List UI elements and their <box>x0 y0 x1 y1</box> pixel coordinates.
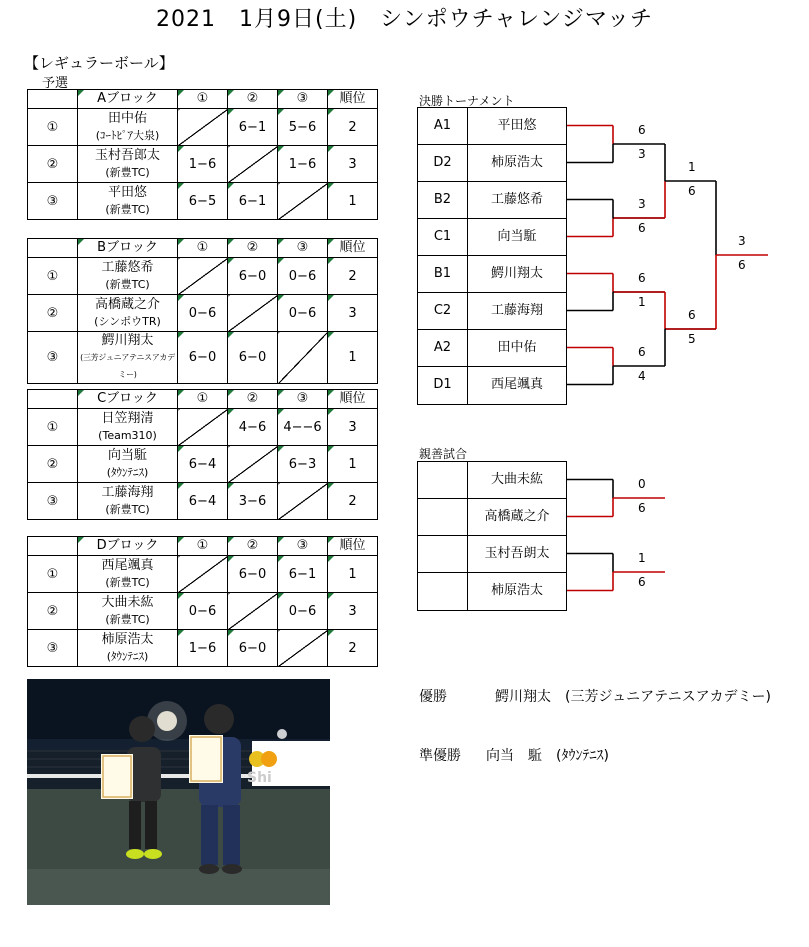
player-club: (新豊TC) <box>105 203 150 216</box>
bracket-seed: B2 <box>418 182 468 218</box>
match-score: 0−6 <box>188 603 217 619</box>
col-header-text: ③ <box>296 538 309 553</box>
match-score: 6−0 <box>238 350 267 365</box>
rank-value: 2 <box>348 268 357 284</box>
player-name: 工藤悠希 <box>101 260 154 275</box>
player-number: ① <box>46 268 59 284</box>
friendly-entry <box>418 462 566 499</box>
player-name: 高橋蔵之介 <box>94 297 160 312</box>
player-club: (新豊TC) <box>105 278 150 291</box>
match-score: 1−6 <box>188 640 217 656</box>
winner-label: 優勝 <box>419 689 447 705</box>
rank-value: 1 <box>348 566 357 582</box>
match-score: 3−6 <box>238 493 267 509</box>
bracket-player: 平田悠 <box>497 118 537 133</box>
match-score: 1−6 <box>288 156 317 172</box>
player-name: 西尾颯真 <box>101 558 154 573</box>
match-score: 0−6 <box>288 268 317 284</box>
player-number: ③ <box>46 350 59 365</box>
bracket-score: 0 <box>638 477 646 491</box>
col-header-text: ① <box>196 240 209 255</box>
rank-header-text: 順位 <box>339 91 366 106</box>
prelim-label: 予選 <box>42 76 69 91</box>
player-club: (新豊TC) <box>105 166 150 179</box>
block-name-text: Cブロック <box>97 391 158 406</box>
bracket-score: 4 <box>638 369 646 383</box>
player-name: 柿原浩太 <box>101 632 154 647</box>
rank-value: 3 <box>348 603 357 619</box>
player-number: ③ <box>46 640 59 656</box>
friendly-entry <box>418 499 566 536</box>
bracket-seed: A2 <box>418 330 468 366</box>
bracket-score: 6 <box>638 575 646 589</box>
col-header-text: ① <box>196 91 209 106</box>
friendly-entry <box>418 536 566 573</box>
col-header-text: ③ <box>296 240 309 255</box>
friendly-player: 高橋蔵之介 <box>484 509 550 524</box>
photo-banner-text: Shi <box>247 770 272 786</box>
rank-value: 2 <box>348 640 357 656</box>
page-title: 2021 1月9日(土) シンポウチャレンジマッチ <box>156 7 653 32</box>
bracket-score: 6 <box>638 123 646 137</box>
bracket-score: 6 <box>738 258 746 272</box>
player-club: (ﾀｳﾝﾃﾆｽ) <box>106 466 149 479</box>
player-club: (三芳ジュニアテニスアカデミー) <box>80 353 175 379</box>
match-score: 0−6 <box>288 305 317 321</box>
bracket-score: 6 <box>638 221 646 235</box>
match-score: 6−0 <box>188 350 217 365</box>
bracket-player: 柿原浩太 <box>490 155 543 170</box>
bracket-seed: B1 <box>418 256 468 292</box>
player-number: ① <box>46 119 59 135</box>
match-score: 0−6 <box>188 305 217 321</box>
bracket-score: 6 <box>688 184 696 198</box>
runner-up-text: 向当 駈 (ﾀｳﾝﾃﾆｽ) <box>486 748 609 764</box>
match-score: 4−6 <box>238 419 267 435</box>
player-club: (新豊TC) <box>105 503 150 516</box>
player-name: 鰐川翔太 <box>101 333 154 348</box>
friendly-match-box <box>417 461 567 611</box>
bracket-score: 5 <box>688 332 696 346</box>
match-score: 6−4 <box>188 493 217 509</box>
player-number: ② <box>46 156 59 172</box>
match-score: 4−−6 <box>283 419 322 435</box>
bracket-player: 向当駈 <box>497 229 537 244</box>
friendly-match-label: 親善試合 <box>419 447 468 461</box>
match-score: 6−4 <box>188 456 217 472</box>
bracket-seed: D2 <box>418 145 468 181</box>
player-name: 平田悠 <box>107 185 147 200</box>
bracket-score: 1 <box>638 295 646 309</box>
player-name: 大曲未紘 <box>101 595 154 610</box>
player-number: ③ <box>46 193 59 209</box>
match-score: 0−6 <box>288 603 317 619</box>
bracket-player: 田中佑 <box>497 340 537 355</box>
player-number: ② <box>46 456 59 472</box>
match-score: 6−0 <box>238 268 267 284</box>
rank-value: 1 <box>348 456 357 472</box>
rank-header-text: 順位 <box>339 538 366 553</box>
bracket-score: 3 <box>638 197 646 211</box>
player-club: (ﾀｳﾝﾃﾆｽ) <box>106 650 149 663</box>
bracket-score: 6 <box>638 345 646 359</box>
winner-text: 鰐川翔太 (三芳ジュニアテニスアカデミー) <box>495 689 771 705</box>
match-score: 6−1 <box>288 566 317 582</box>
player-number: ② <box>46 305 59 321</box>
runner-up-label: 準優勝 <box>419 748 461 764</box>
player-club: (新豊TC) <box>105 576 150 589</box>
match-score: 1−6 <box>188 156 217 172</box>
match-score: 5−6 <box>288 119 317 135</box>
rank-value: 3 <box>348 156 357 172</box>
match-score: 6−5 <box>188 193 217 209</box>
rank-header-text: 順位 <box>339 240 366 255</box>
match-score: 6−0 <box>238 566 267 582</box>
bracket-score: 6 <box>638 271 646 285</box>
player-club: (新豊TC) <box>105 613 150 626</box>
bracket-score: 6 <box>638 501 646 515</box>
friendly-player: 柿原浩太 <box>490 583 543 598</box>
player-name: 工藤海翔 <box>101 485 154 500</box>
bracket-seed: A1 <box>418 108 468 144</box>
friendly-blank <box>418 573 468 610</box>
player-number: ② <box>46 603 59 619</box>
rank-value: 3 <box>348 419 357 435</box>
bracket-player: 鰐川翔太 <box>490 266 543 281</box>
friendly-blank <box>418 536 468 572</box>
bracket-player: 工藤海翔 <box>490 303 543 318</box>
col-header-text: ② <box>246 391 259 406</box>
bracket-seed: C2 <box>418 293 468 329</box>
bracket-player: 西尾颯真 <box>490 377 543 392</box>
col-header-text: ③ <box>296 391 309 406</box>
player-name: 向当駈 <box>107 448 147 463</box>
player-number: ① <box>46 566 59 582</box>
col-header-text: ① <box>196 391 209 406</box>
award-photo <box>27 679 330 905</box>
bracket-score: 3 <box>638 147 646 161</box>
friendly-blank <box>418 462 468 498</box>
player-club: (Team310) <box>98 429 157 442</box>
match-score: 6−3 <box>288 456 317 472</box>
friendly-blank <box>418 499 468 535</box>
rank-value: 1 <box>348 350 357 365</box>
block-name-text: Bブロック <box>97 240 158 255</box>
final-tournament-label: 決勝トーナメント <box>419 94 515 108</box>
match-score: 6−1 <box>238 119 267 135</box>
rank-value: 1 <box>348 193 357 209</box>
bracket-score: 1 <box>638 551 646 565</box>
player-club: (シンポウTR) <box>94 315 161 328</box>
friendly-player: 大曲未紘 <box>490 472 543 487</box>
player-club: (ｺｰﾄﾋﾟｱ大泉) <box>95 129 160 142</box>
bracket-seed: D1 <box>418 367 468 404</box>
player-name: 日笠翔清 <box>101 411 154 426</box>
player-name: 田中佑 <box>107 111 147 126</box>
bracket-score: 6 <box>688 308 696 322</box>
col-header-text: ① <box>196 538 209 553</box>
bracket-player: 工藤悠希 <box>490 192 543 207</box>
bracket-seed: C1 <box>418 219 468 255</box>
bracket-score: 3 <box>738 234 746 248</box>
block-name-text: Dブロック <box>96 538 159 553</box>
player-name: 玉村吾郎太 <box>94 148 160 163</box>
col-header-text: ② <box>246 240 259 255</box>
rank-value: 2 <box>348 119 357 135</box>
col-header-text: ② <box>246 538 259 553</box>
col-header-text: ② <box>246 91 259 106</box>
friendly-entry <box>418 573 566 610</box>
friendly-player: 玉村吾朗太 <box>484 546 550 561</box>
player-number: ① <box>46 419 59 435</box>
rank-header-text: 順位 <box>339 391 366 406</box>
match-score: 6−0 <box>238 640 267 656</box>
player-number: ③ <box>46 493 59 509</box>
block-name-text: Aブロック <box>97 91 158 106</box>
col-header-text: ③ <box>296 91 309 106</box>
category-label: 【レギュラーボール】 <box>24 54 174 72</box>
bracket-score: 1 <box>688 160 696 174</box>
rank-value: 3 <box>348 305 357 321</box>
rank-value: 2 <box>348 493 357 509</box>
match-score: 6−1 <box>238 193 267 209</box>
